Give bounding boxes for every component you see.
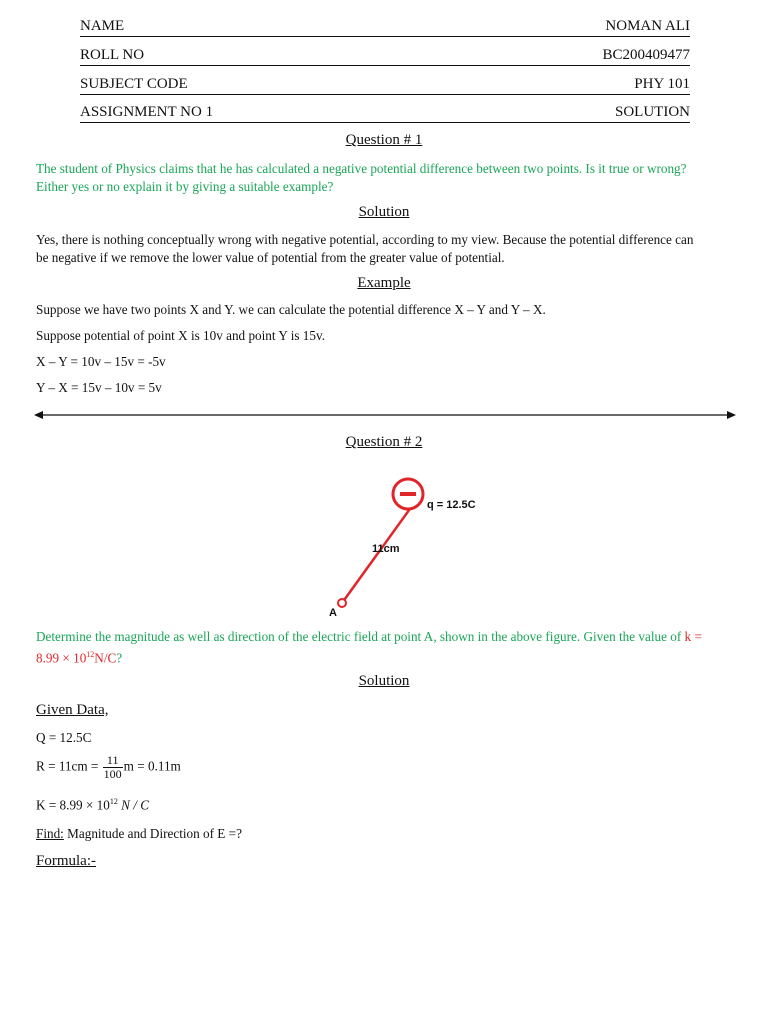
assignment-value: SOLUTION (615, 104, 690, 120)
k-label: k = (684, 629, 702, 644)
example-line-2: Suppose potential of point X is 10v and point Y is 15v. (36, 328, 326, 343)
given-data-heading: Given Data, (36, 702, 109, 718)
q2-solution-heading: Solution (358, 673, 410, 689)
assignment-label: ASSIGNMENT NO 1 (80, 104, 214, 120)
given-q: Q = 12.5C (36, 730, 92, 745)
formula-label: Formula:- (36, 853, 96, 869)
roll-label: ROLL NO (80, 47, 145, 63)
name-label: NAME (80, 18, 125, 34)
example-line-3: X – Y = 10v – 15v = -5v (36, 354, 166, 369)
q1-solution-heading: Solution (358, 204, 410, 220)
header-row-roll (80, 43, 690, 66)
point-a-marker (338, 599, 346, 607)
k-unit: N/C (94, 649, 117, 665)
roll-value: BC200409477 (602, 47, 690, 63)
given-k: $K = 8.99 \times 10^{12}$ N / C (36, 797, 150, 813)
q2-question: Determine the magnitude as well as direction of the electric field at point A, shown in the above figure. Given the value of k = $8.99 \times 10^{12}N/C$? (36, 629, 702, 665)
given-r: R = 11cm = $\frac{11}{100}$ m = 0.11m (36, 753, 181, 781)
section-divider-arrow (34, 408, 736, 422)
charge-diagram (320, 470, 520, 625)
example-line-4: Y – X = 15v – 10v = 5v (36, 380, 162, 395)
header-row-assignment (80, 100, 690, 123)
find-line: Find: Magnitude and Direction of E =? (36, 826, 242, 841)
header-row-subject (80, 72, 690, 95)
subject-label: SUBJECT CODE (80, 76, 188, 92)
name-value: NOMAN ALI (605, 18, 690, 34)
find-label: Find: (36, 826, 64, 841)
example-line-1: Suppose we have two points X and Y. we can calculate the potential difference X – Y and Y – X. (36, 302, 546, 317)
q1-heading: Question # 1 (345, 132, 423, 148)
q1-question: The student of Physics claims that he has calculated a negative potential difference between two points. Is it true or wrong? Either yes or no explain it by giving a suitable example? (36, 161, 687, 194)
point-a-label: A (329, 607, 337, 619)
negative-sign-icon (400, 492, 416, 496)
q2-heading: Question # 2 (345, 434, 423, 450)
header-row-name (80, 14, 690, 37)
r-fraction: $\frac{11}{100}$ (103, 753, 122, 781)
distance-label: 11cm (372, 543, 400, 555)
subject-value: PHY 101 (634, 76, 690, 92)
q1-example-heading: Example (357, 275, 411, 291)
charge-label: q = 12.5C (427, 499, 476, 511)
k-exp: 12 (86, 649, 95, 659)
q1-solution-text: Yes, there is nothing conceptually wrong with negative potential, according to my view. Because the potential difference can be negative if we remove the lower value of potential from the greater value of potential. (36, 232, 694, 265)
k-value: 8.99 × 10 (36, 649, 87, 665)
